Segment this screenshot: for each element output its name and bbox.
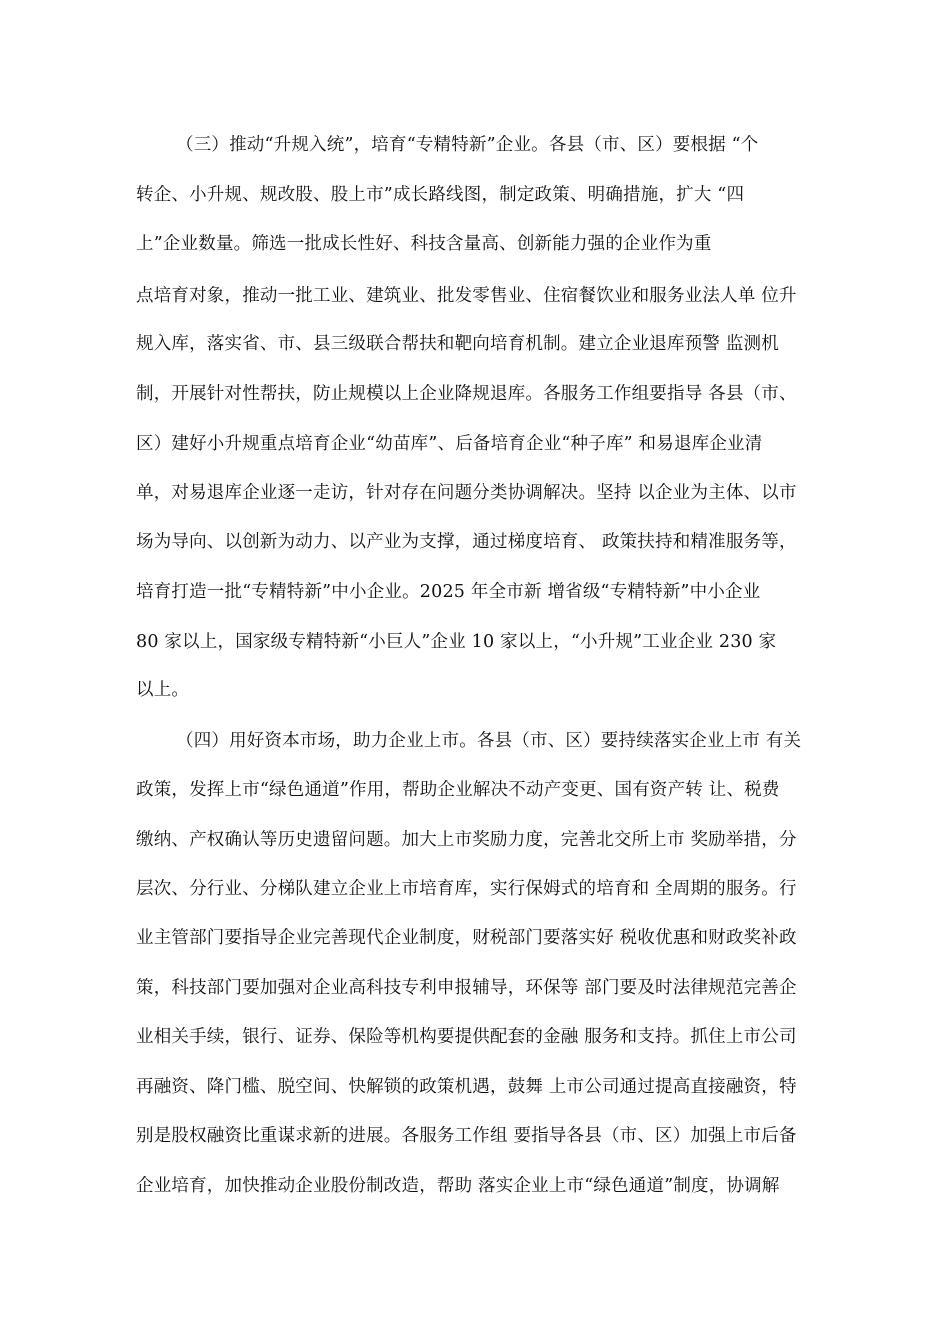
paragraph-3-line-10: 培育打造一批“专精特新”中小企业。2025 年全市新 增省级“专精特新”中小企业 <box>136 582 761 602</box>
paragraph-3-line-11: 80 家以上，国家级专精特新“小巨人”企业 10 家以上，“小升规”工业企业 230 家 <box>136 632 777 652</box>
paragraph-3-line-4: 点培育对象，推动一批工业、建筑业、批发零售业、住宿餐饮业和服务业法人单 位升 <box>136 286 797 306</box>
paragraph-4-line-6: 策，科技部门要加强对企业高科技专利申报辅导，环保等 部门要及时法律规范完善企 <box>136 978 797 998</box>
paragraph-3-line-1: （三）推动“升规入统”，培育“专精特新”企业。各县（市、区）要根据 “个 <box>176 135 759 155</box>
paragraph-3-line-7: 区）建好小升规重点培育企业“幼苗库”、后备培育企业“种子库” 和易退库企业清 <box>136 434 763 454</box>
paragraph-4-line-8: 再融资、降门槛、脱空间、快解锁的政策机遇，鼓舞 上市公司通过提高直接融资，特 <box>136 1077 797 1097</box>
paragraph-3-line-12: 以上。 <box>136 680 190 700</box>
paragraph-4-line-2: 政策，发挥上市“绿色通道”作用，帮助企业解决不动产变更、国有资产转 让、税费 <box>136 780 780 800</box>
paragraph-4-line-7: 业相关手续，银行、证券、保险等机构要提供配套的金融 服务和支持。抓住上市公司 <box>136 1027 797 1047</box>
paragraph-3-line-2: 转企、小升规、规改股、股上市”成长路线图，制定政策、明确措施，扩大 “四 <box>136 185 745 205</box>
paragraph-3-line-9: 场为导向、以创新为动力、以产业为支撑，通过梯度培育、 政策扶持和精准服务等， <box>136 532 797 552</box>
paragraph-4-line-3: 缴纳、产权确认等历史遗留问题。加大上市奖励力度，完善北交所上市 奖励举措，分 <box>136 830 797 850</box>
paragraph-3-line-3: 上”企业数量。筛选一批成长性好、科技含量高、创新能力强的企业作为重 <box>136 234 712 254</box>
paragraph-4-line-9: 别是股权融资比重谋求新的进展。各服务工作组 要指导各县（市、区）加强上市后备 <box>136 1126 797 1146</box>
paragraph-4-line-5: 业主管部门要指导企业完善现代企业制度，财税部门要落实好 税收优惠和财政奖补政 <box>136 928 797 948</box>
paragraph-4-line-1: （四）用好资本市场，助力企业上市。各县（市、区）要持续落实企业上市 有关 <box>176 731 802 751</box>
paragraph-3-line-8: 单，对易退库企业逐一走访，针对存在问题分类协调解决。坚持 以企业为主体、以市 <box>136 483 797 503</box>
paragraph-4-line-10: 企业培育，加快推动企业股份制改造，帮助 落实企业上市“绿色通道”制度，协调解 <box>136 1176 780 1196</box>
paragraph-3-line-6: 制，开展针对性帮扶，防止规模以上企业降规退库。各服务工作组要指导 各县（市、 <box>136 384 797 404</box>
paragraph-4-line-4: 层次、分行业、分梯队建立企业上市培育库，实行保姆式的培育和 全周期的服务。行 <box>136 879 797 899</box>
paragraph-3-line-5: 规入库，落实省、市、县三级联合帮扶和靶向培育机制。建立企业退库预警 监测机 <box>136 334 779 354</box>
